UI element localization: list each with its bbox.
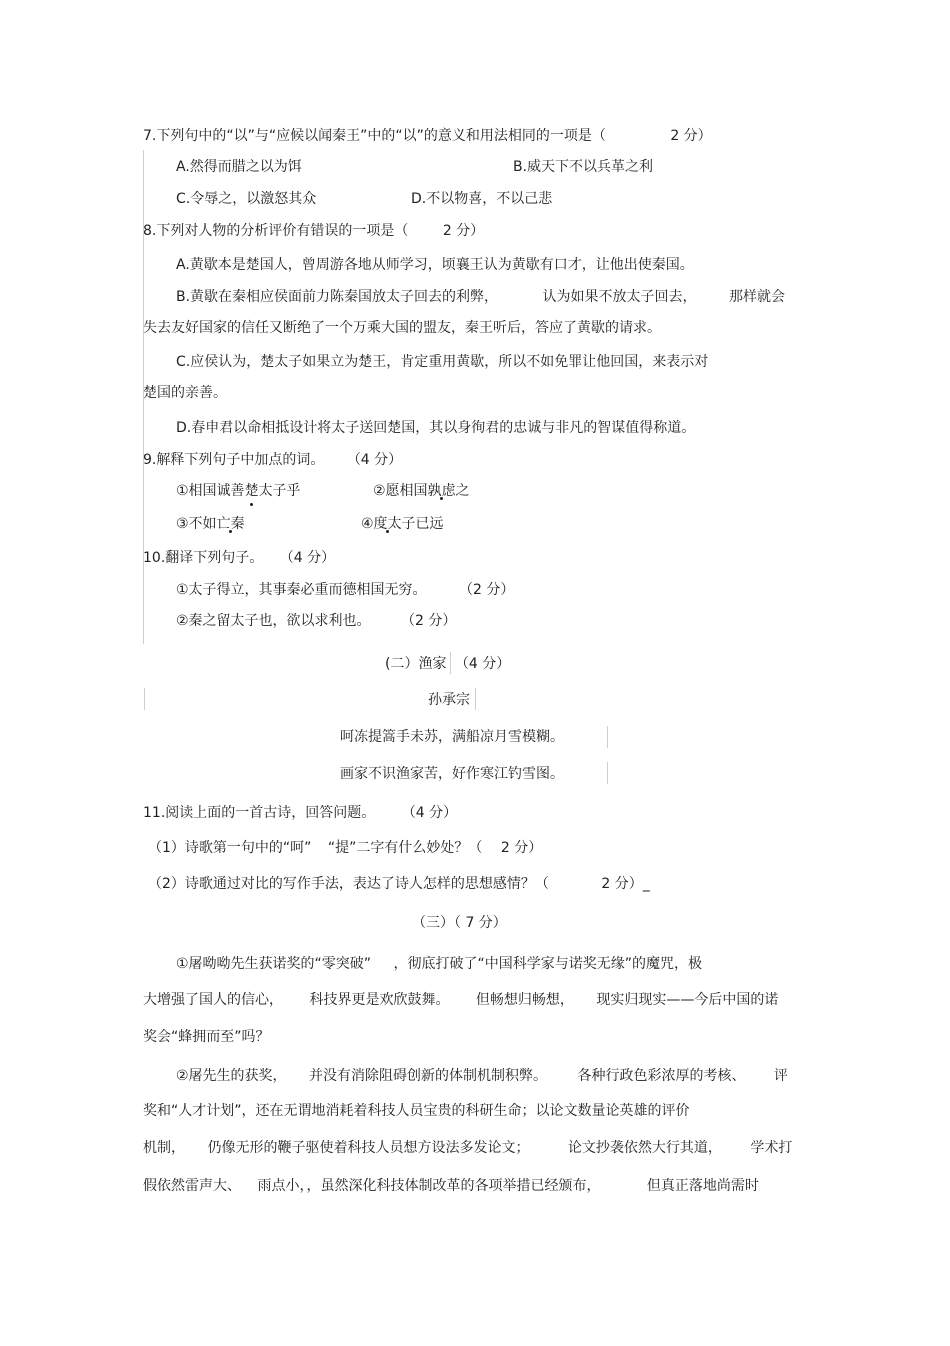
q8-option-c-line2: 楚国的亲善。 bbox=[143, 385, 227, 401]
q10-stem-text: 10.翻译下列句子。 bbox=[143, 550, 264, 566]
para2-l1-b: 并没有消除阻碍创新的体制机制积弊。 bbox=[309, 1068, 548, 1084]
q8-option-b-line2: 失去友好国家的信任又断绝了一个万乘大国的盟友，秦王听后，答应了黄歇的请求。 bbox=[143, 320, 661, 336]
q11-part-1-a: （1）诗歌第一句中的“呵” bbox=[148, 840, 312, 856]
q8-score: 2 分） bbox=[442, 223, 485, 239]
q9-item-2 bbox=[373, 481, 470, 501]
para2-line1 bbox=[176, 1066, 788, 1086]
q8-b-part1: B.黄歇在秦相应侯面前力陈秦国放太子回去的利弊， bbox=[176, 289, 499, 305]
q10-sentence-1-score: （2 分） bbox=[459, 582, 515, 598]
q10-score: （4 分） bbox=[279, 550, 336, 566]
q10-sentence-2-text: ②秦之留太子也，欲以求利也。 bbox=[176, 613, 371, 629]
q7-option-a: A.然得而腊之以为饵 bbox=[176, 159, 302, 175]
q9-item-4-post: 太子已远 bbox=[387, 516, 444, 532]
q8-b-part2: 认为如果不放太子回去， bbox=[542, 289, 697, 305]
q9-item-1-dotted: 楚 bbox=[244, 483, 259, 499]
q8-option-b-line1 bbox=[176, 287, 785, 307]
q11-stem bbox=[143, 803, 457, 823]
para1-line1 bbox=[176, 954, 702, 974]
para1-l2-b: 科技界更是欢欣鼓舞。 bbox=[309, 992, 450, 1008]
q9-item-4 bbox=[361, 514, 444, 534]
para2-l3-b: 仍像无形的鞭子驱使着科技人员想方设法多发论文； bbox=[207, 1140, 530, 1156]
margin-rule bbox=[475, 688, 476, 710]
para2-l1-a: ②屠先生的获奖， bbox=[176, 1068, 287, 1084]
margin-rule bbox=[607, 762, 608, 784]
q8-option-d: D.春申君以命相抵设计将太子送回楚国，其以身徇君的忠诚与非凡的智谋值得称道。 bbox=[176, 420, 696, 436]
poem-author: 孙承宗 bbox=[428, 692, 470, 708]
margin-rule bbox=[144, 688, 145, 710]
q8-stem-text: 8.下列对人物的分析评价有错误的一项是（ bbox=[143, 223, 409, 239]
para2-l3-d: 学术打 bbox=[750, 1140, 793, 1156]
q7-stem-text: 7.下列句中的“以”与“应候以闻秦王”中的“以”的意义和用法相同的一项是（ bbox=[143, 128, 606, 144]
q9-item-3-pre: ③不如亡 bbox=[176, 516, 231, 532]
q10-sentence-1-text: ①太子得立，其事秦必重而德相国无穷。 bbox=[176, 582, 427, 598]
q10-sentence-2 bbox=[176, 611, 456, 631]
q8-option-c-line1: C.应侯认为，楚太子如果立为楚王，肯定重用黄歇，所以不如免罪让他回国，来表示对 bbox=[176, 354, 709, 370]
poem-section-title bbox=[385, 654, 510, 674]
para2-l1-c: 各种行政色彩浓厚的考核、 bbox=[577, 1068, 746, 1084]
para2-line3 bbox=[143, 1138, 792, 1158]
q9-stem-text: 9.解释下列句子中加点的词。 bbox=[143, 452, 325, 468]
q9-score: （4 分） bbox=[346, 452, 403, 468]
q11-stem-text: 11.阅读上面的一首古诗，回答问题。 bbox=[143, 805, 376, 821]
para1-l1-b: ，彻底打破了“中国科学家与诺奖无缘”的魔咒，极 bbox=[393, 956, 703, 972]
q9-item-3-post: 秦 bbox=[230, 516, 245, 532]
q11-part-2 bbox=[148, 874, 650, 894]
para1-l2-a: 大增强了国人的信心， bbox=[143, 992, 283, 1008]
q9-item-1 bbox=[176, 481, 301, 501]
para2-l1-d: 评 bbox=[773, 1068, 788, 1084]
q9-stem bbox=[143, 450, 402, 470]
q8-stem bbox=[143, 221, 484, 241]
para1-l2-d: 现实归现实——今后中国的诺 bbox=[596, 992, 779, 1008]
margin-rule bbox=[607, 726, 608, 748]
q9-item-4-pre: ④度 bbox=[361, 516, 388, 532]
q10-sentence-1 bbox=[176, 580, 514, 600]
para2-l4-b: 雨点小，，虽然深化科技体制改革的各项举措已经颁布， bbox=[257, 1178, 601, 1194]
poem-line-2: 画家不识渔家苦，好作寒江钓雪图。 bbox=[340, 766, 564, 782]
q8-option-a: A.黄歇本是楚国人，曾周游各地从师学习，顷襄王认为黄歇有口才，让他出使秦国。 bbox=[176, 257, 694, 273]
poem-section-score: （4 分） bbox=[454, 656, 511, 672]
q11-part-1 bbox=[148, 838, 542, 858]
q7-score: 2 分） bbox=[670, 128, 712, 144]
para1-line2 bbox=[143, 990, 778, 1010]
para2-line4 bbox=[143, 1176, 759, 1196]
para2-l3-c: 论文抄袭依然大行其道， bbox=[567, 1140, 722, 1156]
q9-item-1-pre: ①相国诚善 bbox=[176, 483, 245, 499]
para2-line2: 奖和“人才计划”，还在无谓地消耗着科技人员宝贵的科研生命；以论文数量论英雄的评价 bbox=[143, 1103, 690, 1119]
poem-section-text: (二）渔家 bbox=[385, 656, 447, 672]
para2-l3-a: 机制， bbox=[143, 1140, 185, 1156]
q9-item-1-post: 太子乎 bbox=[258, 483, 301, 499]
section-3-title: （三）（ 7 分） bbox=[412, 915, 507, 931]
q8-b-part3: 那样就会 bbox=[728, 289, 785, 305]
q7-option-d: D.不以物喜，不以己悲 bbox=[411, 191, 553, 207]
para1-line3: 奖会“蜂拥而至”吗？ bbox=[143, 1029, 270, 1045]
q9-item-3 bbox=[176, 514, 245, 534]
poem-line-1: 呵冻提篙手未苏，满船凉月雪模糊。 bbox=[340, 729, 564, 745]
q11-part-2-text: （2）诗歌通过对比的写作手法，表达了诗人怎样的思想感情？（ bbox=[148, 876, 549, 892]
para1-l2-c: 但畅想归畅想， bbox=[475, 992, 574, 1008]
q7-stem bbox=[143, 126, 712, 146]
para1-l1-a: ①屠呦呦先生获诺奖的“零突破” bbox=[176, 956, 372, 972]
q11-part-1-score: 2 分） bbox=[500, 840, 543, 856]
para2-l4-c: 但真正落地尚需时 bbox=[646, 1178, 759, 1194]
q10-stem bbox=[143, 548, 335, 568]
q7-option-c: C.令辱之，以激怒其众 bbox=[176, 191, 317, 207]
q11-part-2-score: 2 分）_ bbox=[601, 876, 650, 892]
q7-option-b: B.威天下不以兵革之利 bbox=[513, 159, 654, 175]
q10-sentence-2-score: （2 分） bbox=[401, 613, 457, 629]
q9-item-2-pre: ②愿相国孰 bbox=[373, 483, 442, 499]
para2-l4-a: 假依然雷声大、 bbox=[143, 1178, 241, 1194]
q11-part-1-b: “提”二字有什么妙处？（ bbox=[327, 840, 483, 856]
q9-item-2-post: 虑之 bbox=[441, 483, 470, 499]
q11-score: （4 分） bbox=[401, 805, 458, 821]
